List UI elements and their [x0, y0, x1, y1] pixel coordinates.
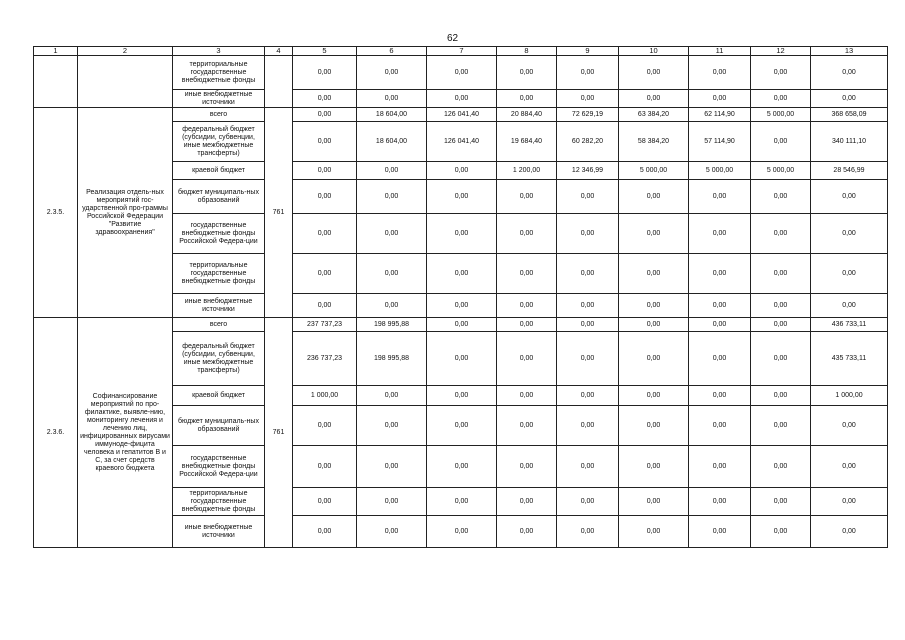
- funding-source: всего: [173, 108, 265, 122]
- value-cell: 0,00: [427, 294, 497, 318]
- value-cell: 19 684,40: [497, 122, 557, 162]
- funding-source: бюджет муниципаль-ных образований: [173, 180, 265, 214]
- value-cell: 0,00: [557, 386, 619, 406]
- value-cell: 1 000,00: [293, 386, 357, 406]
- value-cell: 0,00: [293, 254, 357, 294]
- value-cell: 0,00: [557, 56, 619, 90]
- value-cell: 0,00: [293, 214, 357, 254]
- value-cell: 0,00: [751, 386, 811, 406]
- value-cell: 62 114,90: [689, 108, 751, 122]
- value-cell: 5 000,00: [751, 108, 811, 122]
- value-cell: 0,00: [619, 516, 689, 548]
- value-cell: 58 384,20: [619, 122, 689, 162]
- item-name: Софинансирование мероприятий по про-филактике, выявле-нию, мониторингу лечения и лечению лиц, инфицированных вирусами иммуноде-фицита человека и гепатитов В и С, за счет средств краевого бюджета: [78, 318, 173, 548]
- name-cell: [78, 56, 173, 108]
- value-cell: 0,00: [497, 516, 557, 548]
- value-cell: 0,00: [427, 406, 497, 446]
- value-cell: 18 604,00: [357, 108, 427, 122]
- funding-source: государственные внебюджетные фонды Российской Федера-ции: [173, 214, 265, 254]
- value-cell: 0,00: [619, 214, 689, 254]
- value-cell: 0,00: [357, 516, 427, 548]
- value-cell: 0,00: [689, 56, 751, 90]
- value-cell: 0,00: [427, 214, 497, 254]
- value-cell: 436 733,11: [811, 318, 888, 332]
- value-cell: 0,00: [689, 180, 751, 214]
- column-header: 11: [689, 47, 751, 56]
- column-header: 12: [751, 47, 811, 56]
- value-cell: 0,00: [293, 90, 357, 108]
- budget-code: 761: [265, 318, 293, 548]
- value-cell: 0,00: [811, 214, 888, 254]
- value-cell: 0,00: [557, 90, 619, 108]
- value-cell: 0,00: [427, 180, 497, 214]
- column-header: 9: [557, 47, 619, 56]
- column-header: 8: [497, 47, 557, 56]
- value-cell: 0,00: [751, 90, 811, 108]
- value-cell: 0,00: [293, 294, 357, 318]
- value-cell: 0,00: [497, 254, 557, 294]
- funding-source: краевой бюджет: [173, 162, 265, 180]
- value-cell: 0,00: [557, 488, 619, 516]
- value-cell: 0,00: [293, 180, 357, 214]
- value-cell: 0,00: [751, 488, 811, 516]
- value-cell: 0,00: [751, 406, 811, 446]
- value-cell: 0,00: [497, 332, 557, 386]
- value-cell: 0,00: [357, 162, 427, 180]
- funding-source: государственные внебюджетные фонды Российской Федера-ции: [173, 446, 265, 488]
- value-cell: 0,00: [557, 332, 619, 386]
- item-number: 2.3.5.: [34, 108, 78, 318]
- column-header: 1: [34, 47, 78, 56]
- value-cell: 0,00: [811, 446, 888, 488]
- value-cell: 0,00: [357, 90, 427, 108]
- funding-source: иные внебюджетные источники: [173, 294, 265, 318]
- value-cell: 0,00: [751, 180, 811, 214]
- value-cell: 0,00: [357, 488, 427, 516]
- value-cell: 12 346,99: [557, 162, 619, 180]
- value-cell: 0,00: [619, 90, 689, 108]
- value-cell: 236 737,23: [293, 332, 357, 386]
- value-cell: 0,00: [293, 56, 357, 90]
- funding-source: всего: [173, 318, 265, 332]
- funding-source: бюджет муниципаль-ных образований: [173, 406, 265, 446]
- column-header: 5: [293, 47, 357, 56]
- value-cell: 237 737,23: [293, 318, 357, 332]
- value-cell: 18 604,00: [357, 122, 427, 162]
- value-cell: 60 282,20: [557, 122, 619, 162]
- value-cell: 0,00: [619, 56, 689, 90]
- value-cell: 0,00: [689, 446, 751, 488]
- column-header: 4: [265, 47, 293, 56]
- table-row: [34, 318, 888, 332]
- value-cell: 0,00: [751, 318, 811, 332]
- value-cell: 0,00: [357, 214, 427, 254]
- value-cell: 0,00: [619, 406, 689, 446]
- value-cell: 368 658,09: [811, 108, 888, 122]
- value-cell: 0,00: [811, 294, 888, 318]
- funding-source: федеральный бюджет (субсидии, субвенции, иные межбюджетные трансферты): [173, 122, 265, 162]
- value-cell: 0,00: [497, 406, 557, 446]
- value-cell: 0,00: [357, 446, 427, 488]
- value-cell: 0,00: [689, 386, 751, 406]
- value-cell: 63 384,20: [619, 108, 689, 122]
- value-cell: 0,00: [557, 406, 619, 446]
- code-cell: [265, 56, 293, 108]
- value-cell: 0,00: [427, 516, 497, 548]
- column-header: 13: [811, 47, 888, 56]
- value-cell: 1 200,00: [497, 162, 557, 180]
- value-cell: 0,00: [689, 332, 751, 386]
- value-cell: 0,00: [427, 332, 497, 386]
- table-row: [34, 108, 888, 122]
- value-cell: 0,00: [619, 386, 689, 406]
- value-cell: 126 041,40: [427, 122, 497, 162]
- value-cell: 0,00: [427, 386, 497, 406]
- value-cell: 0,00: [619, 446, 689, 488]
- value-cell: 1 000,00: [811, 386, 888, 406]
- value-cell: 0,00: [751, 56, 811, 90]
- value-cell: 57 114,90: [689, 122, 751, 162]
- value-cell: 20 884,40: [497, 108, 557, 122]
- value-cell: 0,00: [293, 162, 357, 180]
- value-cell: 0,00: [557, 318, 619, 332]
- value-cell: 0,00: [619, 180, 689, 214]
- value-cell: 0,00: [427, 488, 497, 516]
- value-cell: 0,00: [497, 294, 557, 318]
- value-cell: 0,00: [689, 90, 751, 108]
- item-name: Реализация отдель-ных мероприятий гос-ударственной про-граммы Российской Федерации "Развитие здравоохранения": [78, 108, 173, 318]
- value-cell: 28 546,99: [811, 162, 888, 180]
- value-cell: 0,00: [293, 108, 357, 122]
- value-cell: 0,00: [751, 516, 811, 548]
- funding-source: иные внебюджетные источники: [173, 90, 265, 108]
- value-cell: 5 000,00: [751, 162, 811, 180]
- value-cell: 0,00: [689, 318, 751, 332]
- value-cell: 0,00: [557, 254, 619, 294]
- value-cell: 0,00: [811, 516, 888, 548]
- value-cell: 0,00: [427, 254, 497, 294]
- funding-source: территориальные государственные внебюджетные фонды: [173, 488, 265, 516]
- value-cell: 0,00: [357, 180, 427, 214]
- value-cell: 5 000,00: [689, 162, 751, 180]
- value-cell: 0,00: [811, 488, 888, 516]
- value-cell: 0,00: [357, 294, 427, 318]
- value-cell: 0,00: [497, 446, 557, 488]
- value-cell: 0,00: [497, 386, 557, 406]
- value-cell: 0,00: [357, 56, 427, 90]
- value-cell: 0,00: [293, 446, 357, 488]
- value-cell: 0,00: [557, 294, 619, 318]
- value-cell: 0,00: [557, 516, 619, 548]
- funding-source: федеральный бюджет (субсидии, субвенции, иные межбюджетные трансферты): [173, 332, 265, 386]
- value-cell: 0,00: [689, 214, 751, 254]
- value-cell: 198 995,88: [357, 332, 427, 386]
- value-cell: 0,00: [427, 446, 497, 488]
- funding-source: территориальные государственные внебюджетные фонды: [173, 56, 265, 90]
- budget-table: [33, 46, 888, 548]
- value-cell: 0,00: [293, 406, 357, 446]
- value-cell: 0,00: [497, 90, 557, 108]
- value-cell: 0,00: [427, 90, 497, 108]
- value-cell: 0,00: [751, 446, 811, 488]
- value-cell: 72 629,19: [557, 108, 619, 122]
- value-cell: 0,00: [557, 180, 619, 214]
- value-cell: 0,00: [751, 214, 811, 254]
- value-cell: 0,00: [689, 488, 751, 516]
- value-cell: 0,00: [751, 254, 811, 294]
- value-cell: 126 041,40: [427, 108, 497, 122]
- value-cell: 0,00: [619, 254, 689, 294]
- funding-source: иные внебюджетные источники: [173, 516, 265, 548]
- value-cell: 0,00: [811, 180, 888, 214]
- value-cell: 0,00: [689, 406, 751, 446]
- value-cell: 0,00: [619, 318, 689, 332]
- table-row: [34, 56, 888, 90]
- value-cell: 0,00: [689, 254, 751, 294]
- value-cell: 0,00: [619, 294, 689, 318]
- value-cell: 5 000,00: [619, 162, 689, 180]
- value-cell: 0,00: [557, 446, 619, 488]
- page-number: 62: [446, 33, 459, 44]
- value-cell: 198 995,88: [357, 318, 427, 332]
- funding-source: краевой бюджет: [173, 386, 265, 406]
- column-header: 7: [427, 47, 497, 56]
- column-header: 6: [357, 47, 427, 56]
- item-number: 2.3.6.: [34, 318, 78, 548]
- value-cell: 0,00: [811, 254, 888, 294]
- value-cell: 0,00: [357, 386, 427, 406]
- value-cell: 0,00: [811, 406, 888, 446]
- value-cell: 0,00: [557, 214, 619, 254]
- value-cell: 0,00: [293, 488, 357, 516]
- value-cell: 0,00: [357, 254, 427, 294]
- value-cell: 0,00: [427, 162, 497, 180]
- value-cell: 0,00: [497, 180, 557, 214]
- value-cell: 0,00: [811, 56, 888, 90]
- header-row: [34, 47, 888, 56]
- value-cell: 0,00: [619, 488, 689, 516]
- column-header: 2: [78, 47, 173, 56]
- value-cell: 0,00: [497, 214, 557, 254]
- column-header: 10: [619, 47, 689, 56]
- value-cell: 0,00: [293, 122, 357, 162]
- funding-source: территориальные государственные внебюджетные фонды: [173, 254, 265, 294]
- value-cell: 0,00: [497, 488, 557, 516]
- value-cell: 0,00: [497, 56, 557, 90]
- value-cell: 0,00: [293, 516, 357, 548]
- value-cell: 0,00: [427, 56, 497, 90]
- value-cell: 435 733,11: [811, 332, 888, 386]
- value-cell: 0,00: [811, 90, 888, 108]
- value-cell: 0,00: [497, 318, 557, 332]
- number-cell: [34, 56, 78, 108]
- value-cell: 0,00: [751, 122, 811, 162]
- value-cell: 0,00: [619, 332, 689, 386]
- value-cell: 0,00: [427, 318, 497, 332]
- column-header: 3: [173, 47, 265, 56]
- value-cell: 0,00: [689, 516, 751, 548]
- value-cell: 0,00: [357, 406, 427, 446]
- value-cell: 0,00: [751, 332, 811, 386]
- value-cell: 0,00: [689, 294, 751, 318]
- budget-code: 761: [265, 108, 293, 318]
- value-cell: 340 111,10: [811, 122, 888, 162]
- value-cell: 0,00: [751, 294, 811, 318]
